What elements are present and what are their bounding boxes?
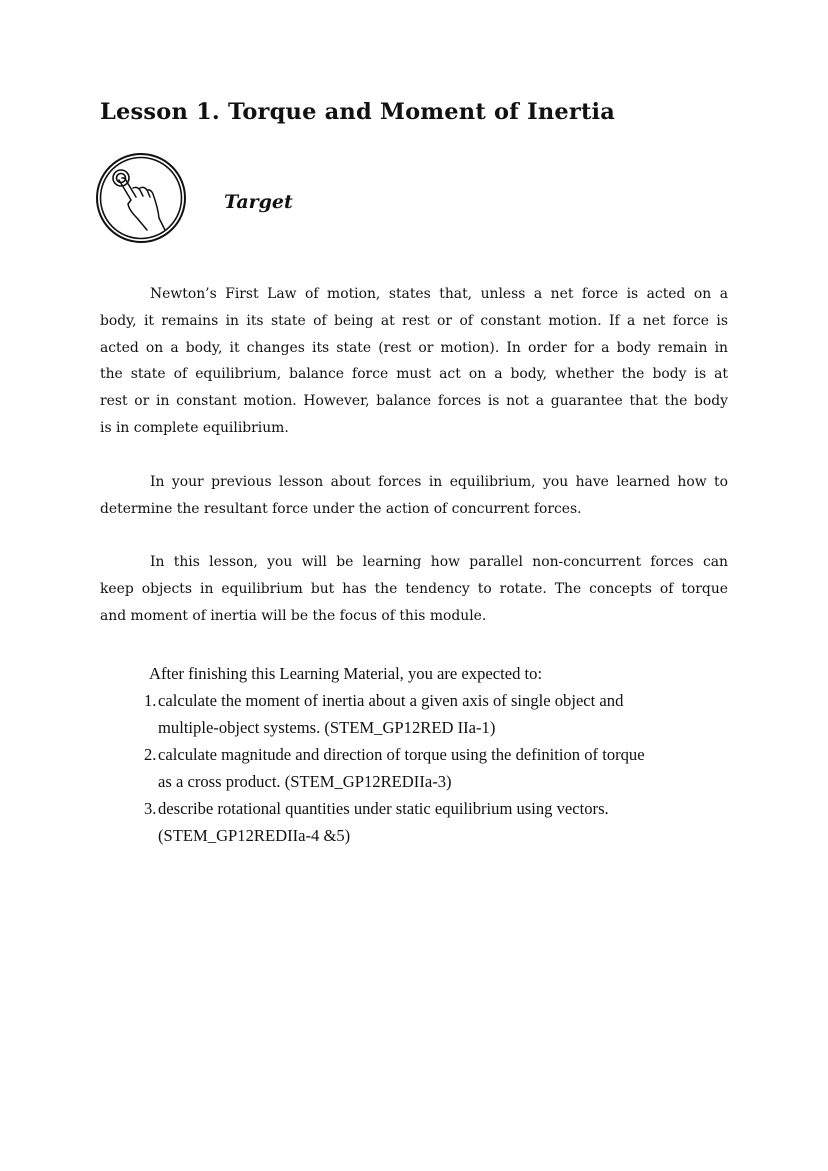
text-line: body, it remains in its state of being at rest or of constant motion. If a net force is xyxy=(100,312,728,329)
objective-number: 2. xyxy=(144,745,157,764)
text-line: rest or in constant motion. However, balance forces is not a guarantee that the body xyxy=(100,393,728,410)
paragraph-newton xyxy=(100,281,728,442)
objective-text-cont: as a cross product. (STEM_GP12REDIIa-3) xyxy=(158,772,452,791)
text-line: acted on a body, it changes its state (rest or motion). In order for a body remain in xyxy=(100,339,728,356)
objective-number: 3. xyxy=(144,799,157,818)
text-line: Newton’s First Law of motion, states that, unless a net force is acted on a xyxy=(150,286,728,302)
objective-text: calculate the moment of inertia about a given axis of single object and xyxy=(158,691,624,710)
objective-text: describe rotational quantities under static equilibrium using vectors. xyxy=(158,799,609,818)
text-line: the state of equilibrium, balance force must act on a body, whether the body is at xyxy=(100,366,728,383)
learning-objectives xyxy=(144,660,650,849)
text-line: In this lesson, you will be learning how parallel non-concurrent forces can xyxy=(150,554,728,570)
objective-item xyxy=(144,687,645,714)
objective-number: 1. xyxy=(144,691,157,710)
paragraph-this-lesson xyxy=(100,549,728,629)
lesson-title: Lesson 1. Torque and Moment of Inertia xyxy=(100,99,616,125)
text-line: keep objects in equilibrium but has the tendency to rotate. The concepts of torque xyxy=(100,580,728,597)
objective-text-cont: (STEM_GP12REDIIa-4 &5) xyxy=(158,826,351,845)
objective-text-cont: multiple-object systems. (STEM_GP12RED IIa-1) xyxy=(158,718,496,737)
objective-item xyxy=(144,741,645,768)
text-line: determine the resultant force under the action of concurrent forces. xyxy=(100,500,582,517)
text-line: is in complete equilibrium. xyxy=(100,419,289,436)
text-line: and moment of inertia will be the focus of this module. xyxy=(100,607,487,624)
section-heading-target: Target xyxy=(224,191,293,213)
objective-text: calculate magnitude and direction of torque using the definition of torque xyxy=(158,745,645,764)
objective-item xyxy=(144,795,645,822)
tap-hand-icon xyxy=(95,152,187,244)
objectives-intro: After finishing this Learning Material, you are expected to: xyxy=(149,664,543,683)
paragraph-previous-lesson xyxy=(100,469,728,523)
text-line: In your previous lesson about forces in equilibrium, you have learned how to xyxy=(150,474,728,490)
